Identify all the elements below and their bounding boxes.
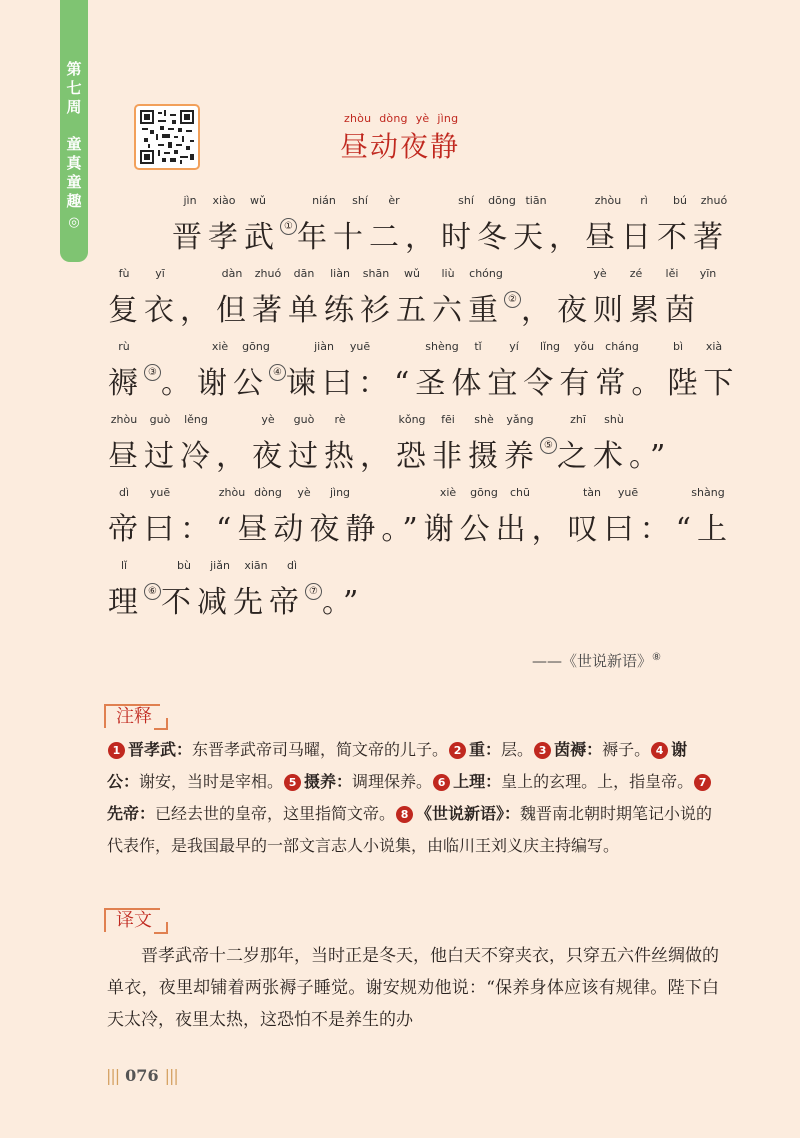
- footnote-marker[interactable]: ⑤: [540, 437, 557, 454]
- footnote-marker[interactable]: ①: [280, 218, 297, 235]
- poem-line-text: 昼过冷，夜过热，恐非摄养 ⑤ 之术。”: [108, 439, 672, 474]
- qr-code-icon: [140, 110, 194, 164]
- poem-line-text: 晋孝武 ① 年十二，时冬天，昼日不著: [172, 220, 729, 255]
- note-term: 茵褥：: [554, 740, 603, 759]
- poem-line-text: 复衣，但著单练衫五六重 ② ，夜则累茵: [108, 293, 701, 328]
- footnote-marker[interactable]: ②: [504, 291, 521, 308]
- poem-line: rù xiè gōng jiàn yuē shèng tǐ yí lǐng yǒu cháng bì xià 褥 ③ 。谢公 ④ 谏曰：“圣体宜令有常。陛下: [108, 340, 740, 401]
- note-number-badge: 8: [396, 806, 413, 823]
- poem-line: lǐ bù jiǎn xiān dì 理 ⑥ 不减先帝 ⑦ 。”: [108, 559, 365, 620]
- note-term: 谢公：: [107, 740, 688, 791]
- note-number-badge: 2: [449, 742, 466, 759]
- page-number: ||| 076 |||: [106, 1066, 178, 1085]
- note-text: 东晋孝武帝司马曜，简文帝的儿子。: [192, 740, 449, 759]
- source-citation: ——《世说新语》⑧: [532, 652, 661, 670]
- note-term: 摄养：: [304, 772, 353, 791]
- poem-title-block: [330, 112, 480, 165]
- poem-line-text: 理 ⑥ 不减先帝 ⑦ 。”: [108, 585, 365, 620]
- note-term: 晋孝武：: [128, 740, 193, 759]
- note-number-badge: 7: [694, 774, 711, 791]
- poem-line: zhòu guò lěng yè guò rè kǒng fēi shè yǎng zhī shù 昼过冷，夜过热，恐非摄养 ⑤ 之术。”: [108, 413, 672, 474]
- note-text: 魏晋南北朝时期笔记小说的代表作，是我国最早的一部文言志人小说集，由临川王刘义庆主持编写。: [107, 804, 713, 855]
- note-number-badge: 4: [651, 742, 668, 759]
- note-term: 先帝：: [107, 804, 156, 823]
- note-text: 层。: [501, 740, 534, 759]
- note-number-badge: 6: [433, 774, 450, 791]
- decor-bars-icon: |||: [164, 1066, 178, 1085]
- note-term: 重：: [469, 740, 502, 759]
- poem-line: jìn xiào wǔ nián shí èr shí dōng tiān zhòu rì bú zhuó 晋孝武 ① 年十二，时冬天，昼日不著: [172, 194, 729, 255]
- footnote-marker[interactable]: ④: [269, 364, 286, 381]
- poem-body: [108, 194, 740, 632]
- poem-line-text: 褥 ③ 。谢公 ④ 谏曰：“圣体宜令有常。陛下: [108, 366, 740, 401]
- translation-heading: 译文: [104, 908, 160, 932]
- translation-text: 晋孝武帝十二岁那年，当时正是冬天，他白天不穿夹衣，只穿五六件丝绸做的单衣，夜里却铺着两张褥子睡觉。谢安规劝他说：“保养身体应该有规律。陛下白天太冷，夜里太热，这恐怕不是养生的办: [107, 946, 719, 1030]
- footnote-marker[interactable]: ⑥: [144, 583, 161, 600]
- note-term: 《世说新语》：: [416, 804, 521, 823]
- week-label: 第 七 周: [66, 60, 82, 116]
- decor-bars-icon: |||: [106, 1066, 120, 1085]
- title-pinyin: zhòu dòng yè jìng: [344, 112, 459, 125]
- circle-mark-icon: ◎: [68, 215, 80, 230]
- poem-line: fù yī dàn zhuó dān liàn shān wǔ liù chóng yè zé lěi yīn 复衣，但著单练衫五六重 ② ，夜则累茵: [108, 267, 717, 328]
- notes-heading: 注释: [104, 704, 160, 728]
- poem-line-text: 帝曰：“昼动夜静。”谢公出，叹曰：“上: [108, 512, 734, 547]
- chapter-side-tab: [60, 0, 88, 262]
- note-term: 上理：: [453, 772, 502, 791]
- theme-label: 童 真 童 趣 ◎: [66, 135, 82, 230]
- note-text: 已经去世的皇帝，这里指简文帝。: [155, 804, 396, 823]
- notes-section: [107, 734, 717, 862]
- note-number-badge: 3: [534, 742, 551, 759]
- note-number-badge: 1: [108, 742, 125, 759]
- qr-code[interactable]: [134, 104, 200, 170]
- note-text: 皇上的玄理。上，指皇帝。: [501, 772, 694, 791]
- note-text: 褥子。: [602, 740, 651, 759]
- page-title: 昼动夜静: [340, 130, 461, 163]
- footnote-marker[interactable]: ③: [144, 364, 161, 381]
- note-text: 谢安，当时是宰相。: [139, 772, 284, 791]
- poem-line: dì yuē zhòu dòng yè jìng xiè gōng chū tàn yuē shàng 帝曰：“昼动夜静。”谢公出，叹曰：“上: [108, 486, 734, 547]
- note-number-badge: 5: [284, 774, 301, 791]
- note-text: 调理保养。: [352, 772, 433, 791]
- footnote-marker[interactable]: ⑧: [652, 652, 661, 663]
- footnote-marker[interactable]: ⑦: [305, 583, 322, 600]
